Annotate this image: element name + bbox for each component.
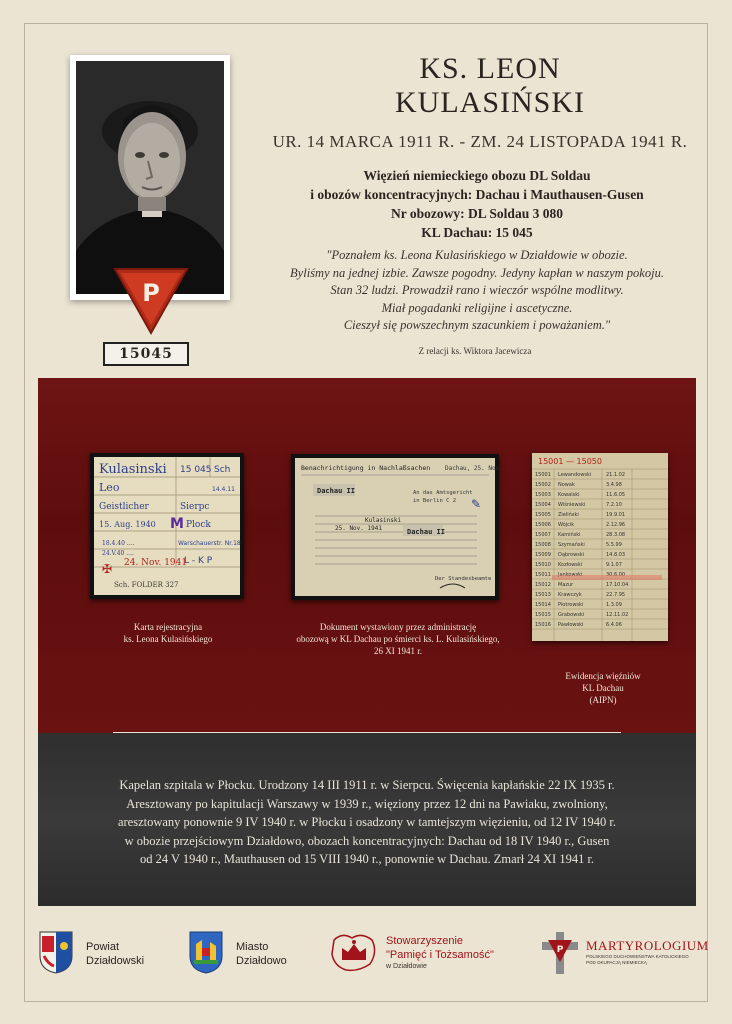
card3-header: 15001 — 15050 — [538, 457, 602, 466]
card1-arrival: 15. Aug. 1940 — [99, 520, 156, 529]
caption-line: Dokument wystawiony przez administrację — [319, 622, 477, 632]
svg-text:Pawłowski: Pawłowski — [558, 622, 584, 628]
triangle-letter: P — [142, 279, 160, 307]
name-line-2: KULASIŃSKI — [395, 86, 585, 119]
card1-birthdate: 14.4.11 — [212, 486, 235, 493]
bio-line: od 24 V 1940 r., Mauthausen od 15 VIII 1940 r., ponownie w Dachau. Zmarł 24 XI 1941 r. — [139, 852, 595, 866]
svg-text:15016: 15016 — [535, 622, 551, 628]
svg-text:6.4.06: 6.4.06 — [606, 622, 622, 628]
svg-text:Nowak: Nowak — [558, 482, 575, 488]
stowarzyszenie-label-1: Stowarzyszenie — [386, 935, 464, 947]
card1-birthplace: Sierpc — [180, 502, 210, 512]
svg-text:Kamiński: Kamiński — [558, 532, 581, 538]
svg-text:15015: 15015 — [535, 612, 551, 618]
card3-caption — [538, 670, 668, 706]
card1-name: Kulasinski — [99, 462, 167, 477]
bio-line: aresztowany ponownie 9 IV 1940 r. w Płocku i osadzony w tamtejszym więzieniu, od 12 IV 1940 r. — [117, 815, 617, 829]
svg-text:Mazur: Mazur — [558, 582, 574, 588]
svg-text:Piotrowski: Piotrowski — [558, 602, 584, 608]
powiat-label-2: Działdowski — [86, 955, 145, 967]
card1-lkp: L - K P — [184, 556, 213, 566]
stowarzyszenie-label-3: w Działdowie — [386, 963, 427, 970]
svg-text:9.1.07: 9.1.07 — [606, 562, 622, 568]
stowarzyszenie-logo — [328, 930, 528, 982]
caption-line: ks. Leona Kulasińskiego — [123, 634, 213, 644]
card1-stamp: 24. Nov. 1941 — [124, 558, 188, 568]
svg-text:Wójcik: Wójcik — [558, 522, 575, 528]
card1-profession: Geistlicher — [99, 502, 149, 512]
svg-text:Dąbrowski: Dąbrowski — [558, 552, 585, 558]
martyrologium-sub-2: POD OKUPACJĄ NIEMIECKĄ — [586, 960, 647, 965]
card1-footer: Sch. FOLDER 327 — [114, 581, 179, 589]
powiat-logo — [38, 930, 188, 978]
svg-text:15003: 15003 — [535, 492, 551, 498]
svg-text:An das Amtsgericht: An das Amtsgericht — [413, 490, 473, 496]
svg-text:Dachau II: Dachau II — [407, 528, 445, 536]
svg-text:19.9.01: 19.9.01 — [606, 512, 626, 518]
svg-text:15005: 15005 — [535, 512, 551, 518]
bio-line: Aresztowany po kapitulacji Warszawy w 1939 r., więziony przez 12 dni na Pawiaku, zwolniony, — [126, 796, 608, 811]
svg-text:21.1.02: 21.1.02 — [606, 472, 626, 478]
quote-line: Cieszył się powszechnym szacunkiem i poważaniem." — [343, 318, 611, 332]
svg-text:5.5.99: 5.5.99 — [606, 542, 622, 548]
svg-text:15006: 15006 — [535, 522, 551, 528]
svg-text:15004: 15004 — [535, 502, 551, 508]
camp-info — [262, 166, 692, 242]
svg-text:28.3.08: 28.3.08 — [606, 532, 626, 538]
caption-line: KL Dachau — [582, 683, 624, 693]
svg-text:15014: 15014 — [535, 602, 551, 608]
svg-text:15011: 15011 — [535, 572, 551, 578]
caption-line: 26 XI 1941 r. — [374, 646, 422, 656]
quote-line: Stan 32 ludzi. Prowadził rano i wieczór wspólne modlitwy. — [330, 283, 624, 297]
quote-line: Miał pogadanki religijne i ascetyczne. — [381, 300, 573, 315]
photo-image — [76, 61, 224, 294]
svg-text:15007: 15007 — [535, 532, 551, 538]
card2-caption — [268, 621, 528, 657]
card1-firstname: Leo — [99, 481, 120, 494]
info-line: Nr obozowy: DL Soldau 3 080 — [391, 206, 563, 221]
card1-street: Warschauerstr. Nr.18 — [178, 540, 241, 547]
info-line: i obozów koncentracyjnych: Dachau i Mauthausen-Gusen — [310, 187, 644, 202]
info-line: KL Dachau: 15 045 — [421, 225, 533, 240]
info-line: Więzień niemieckiego obozu DL Soldau — [363, 168, 591, 183]
svg-text:in Berlin C 2: in Berlin C 2 — [413, 498, 457, 504]
svg-text:15002: 15002 — [535, 482, 551, 488]
miasto-label-2: Działdowo — [236, 955, 287, 967]
cross-triangle-icon — [540, 930, 580, 976]
svg-text:22.7.95: 22.7.95 — [606, 592, 626, 598]
miasto-logo — [188, 930, 308, 978]
powiat-label-1: Powiat — [86, 941, 120, 953]
svg-text:1.3.09: 1.3.09 — [606, 602, 622, 608]
crown-map-icon — [328, 930, 380, 974]
svg-text:15008: 15008 — [535, 542, 551, 548]
bio-line: Kapelan szpitala w Płocku. Urodzony 14 III 1911 r. w Sierpcu. Święcenia kapłańskie 22 IX 1935 r. — [119, 778, 615, 792]
svg-text:15013: 15013 — [535, 592, 551, 598]
svg-text:Grabowski: Grabowski — [558, 612, 585, 618]
svg-text:Krawczyk: Krawczyk — [558, 592, 582, 598]
martyrologium-sub-1: POLSKIEGO DUCHOWIEŃSTWA KATOLICKIEGO — [586, 954, 689, 959]
quote-source: Z relacji ks. Wiktora Jacewicza — [418, 346, 532, 356]
card1-mark: M — [170, 516, 184, 532]
svg-text:12.11.02: 12.11.02 — [606, 612, 629, 618]
portrait-silhouette — [76, 61, 224, 294]
svg-text:15009: 15009 — [535, 552, 551, 558]
death-notice-document — [291, 454, 503, 600]
caption-line: Karta rejestracyjna — [133, 622, 203, 632]
documents-band — [38, 378, 696, 733]
svg-text:11.6.05: 11.6.05 — [606, 492, 626, 498]
prisoner-register — [532, 453, 668, 641]
witness-quote — [258, 247, 696, 335]
martyrologium-logo — [540, 930, 709, 980]
svg-text:14.8.03: 14.8.03 — [606, 552, 626, 558]
svg-text:7.2.10: 7.2.10 — [606, 502, 622, 508]
biography-text — [58, 776, 676, 869]
card2-date: 25. Nov. 1941 — [335, 525, 382, 532]
quote-line: "Poznałem ks. Leona Kulasińskiego w Działdowie w obozie. — [326, 248, 628, 262]
svg-text:15012: 15012 — [535, 582, 551, 588]
p-triangle-badge — [113, 265, 189, 335]
card2-stamp-top: Dachau II — [317, 487, 355, 495]
card1-city: Plock — [186, 520, 211, 530]
svg-text:Wiśniewski: Wiśniewski — [558, 502, 586, 508]
card2-heading: Benachrichtigung in Nachlaßsachen — [301, 464, 431, 472]
registration-card — [90, 453, 244, 599]
svg-text:3.4.98: 3.4.98 — [606, 482, 622, 488]
miasto-coat-of-arms-icon — [188, 930, 224, 974]
svg-text:17.10.04: 17.10.04 — [606, 582, 629, 588]
card1-category: Sch — [214, 465, 231, 475]
svg-text:18.4.40 ....: 18.4.40 .... — [102, 540, 135, 547]
svg-text:2.12.96: 2.12.96 — [606, 522, 626, 528]
svg-text:Dachau, 25. Nov.: Dachau, 25. Nov. — [445, 465, 503, 472]
card1-number: 15 045 — [180, 465, 212, 475]
svg-text:24.V.40 ....: 24.V.40 .... — [102, 550, 134, 557]
miasto-label-1: Miasto — [236, 941, 269, 953]
svg-text:✎: ✎ — [471, 497, 482, 511]
svg-text:Zieliński: Zieliński — [558, 512, 579, 518]
martyrologium-label: MARTYROLOGIUM — [586, 938, 709, 953]
svg-text:Kowalski: Kowalski — [558, 492, 580, 498]
svg-text:Lewandowski: Lewandowski — [558, 472, 592, 478]
svg-text:15001: 15001 — [535, 472, 551, 478]
svg-text:Kozłowski: Kozłowski — [558, 562, 583, 568]
svg-text:Szymański: Szymański — [558, 542, 585, 548]
name-line-1: KS. LEON — [419, 52, 561, 85]
svg-text:P: P — [556, 945, 564, 955]
prisoner-number: 15045 — [103, 342, 189, 366]
svg-text:15010: 15010 — [535, 562, 551, 568]
biography-band — [38, 733, 696, 906]
powiat-coat-of-arms-icon — [38, 930, 74, 974]
bio-line: w obozie przejściowym Działdowo, obozach koncentracyjnych: Dachau od 18 IV 1940 r., Gusen — [124, 833, 610, 848]
stowarzyszenie-label-2: "Pamięć i Tożsamość" — [386, 949, 494, 961]
portrait-photo — [70, 55, 230, 300]
svg-text:✠: ✠ — [102, 562, 113, 576]
card1-caption — [98, 621, 238, 645]
caption-line: (AIPN) — [589, 695, 617, 705]
life-dates: UR. 14 MARCA 1911 R. - ZM. 24 LISTOPADA 1941 R. — [272, 132, 688, 151]
caption-line: Ewidencja więźniów — [565, 671, 641, 681]
quote-line: Byliśmy na jednej izbie. Zawsze pogodny. Jedyny kapłan w naszym pokoju. — [290, 265, 664, 280]
card2-name: Kulasinski — [365, 517, 402, 524]
caption-line: obozową w KL Dachau po śmierci ks. L. Kulasińskiego, — [296, 634, 500, 644]
svg-text:Der Standesbeamte: Der Standesbeamte — [435, 576, 492, 582]
